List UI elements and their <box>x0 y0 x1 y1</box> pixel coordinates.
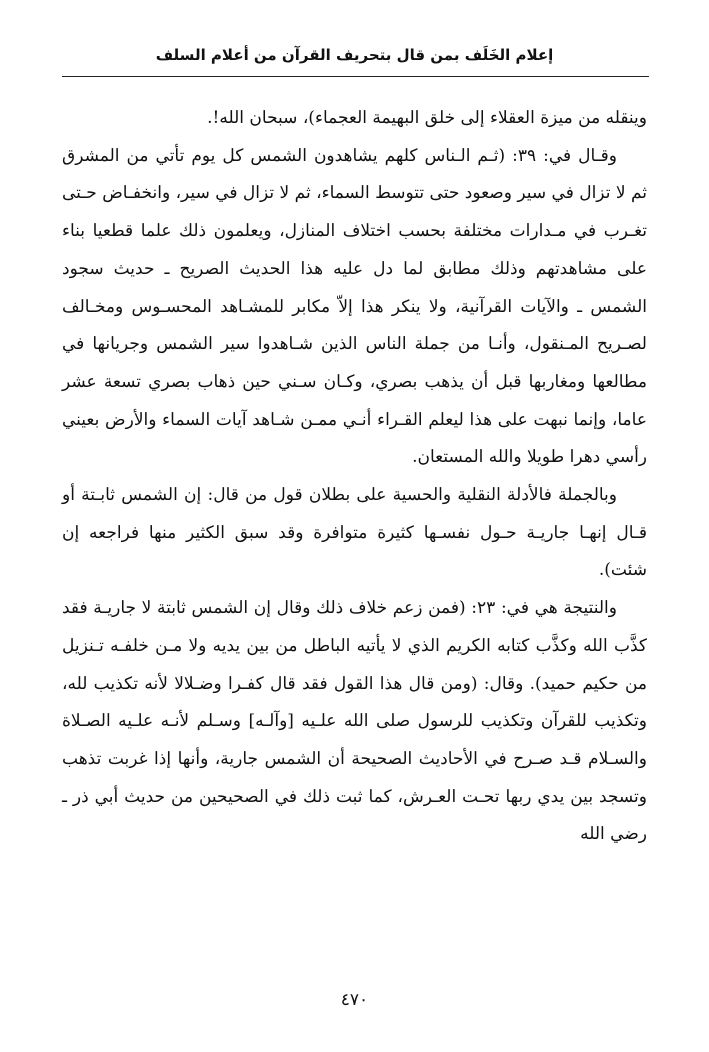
paragraph-continuation: وينقله من ميزة العقلاء إلى خلق البهيمة العجماء)، سبحان الله!. <box>207 108 647 128</box>
header-divider <box>62 76 649 77</box>
running-header: إعلام الخَلَف بمن قال بتحريف القرآن من أعلام السلف <box>155 46 554 64</box>
paragraph-summary: وبالجملة فالأدلة النقلية والحسية على بطلان قول من قال: إن الشمس ثابـتة أو قـال إنهـا جاريـة حـول نفسـها كثيرة متوافرة وقد سبق الكثير منها فراجعه إن شئت). <box>62 485 647 581</box>
page-number: ٤٧٠ <box>340 990 369 1010</box>
body-text <box>62 100 647 854</box>
paragraph-quote-39: وقـال في: ٣٩: (ثـم الـناس كلهم يشاهدون الشمس كل يوم تأتي من المشرق ثم لا تزال في سير وصعود حتى تتوسط السماء، ثم لا تزال في سير، وانخفـاض حـتى تغـرب في مـدارات مختلفة بحسب اختلاف المنازل، ويعلمون ذلك علما قطعيا بناء على مشاهدتهم وذلك مطابق لما دل عليه هذا الحديث الصريح ـ حديث سجود الشمس ـ والآيات القرآنية، ولا ينكر هذا إلاّ مكابر للمشـاهد المحسـوس ومخـالف لصـريح المـنقول، وأنـا من جملة الناس الذين شـاهدوا سير الشمس وجريانها في مطالعها ومغاربها قبل أن يذهب بصري، وكـان سـني حين ذهاب بصري تسعة عشر عاما، وإنما نبهت على هذا ليعلم القـراء أنـي ممـن شـاهد آيات السماء والأرض بعيني رأسي دهرا طويلا والله المستعان. <box>62 145 647 468</box>
paragraph-conclusion-23: والنتيجة هي في: ٢٣: (فمن زعم خلاف ذلك وقال إن الشمس ثابتة لا جاريـة فقد كذَّب الله وكذَّب كتابه الكريم الذي لا يأتيه الباطل من بين يديه ولا مـن خلفـه تـنزيل من حكيم حميد). وقال: (ومن قال هذا القول فقد قال كفـرا وضـلالا لأنه تكذيب لله، وتكذيب للقرآن وتكذيب للرسول صلى الله علـيه [وآلـه] وسـلم لأنـه علـيه الصـلاة والسـلام قـد صـرح في الأحاديث الصحيحة أن الشمس جارية، وأنها إذا غربت تذهب وتسجد بين يدي ربها تحـت العـرش، كما ثبت ذلك في الصحيحين من حديث أبي ذر ـ رضي الله <box>62 598 647 845</box>
